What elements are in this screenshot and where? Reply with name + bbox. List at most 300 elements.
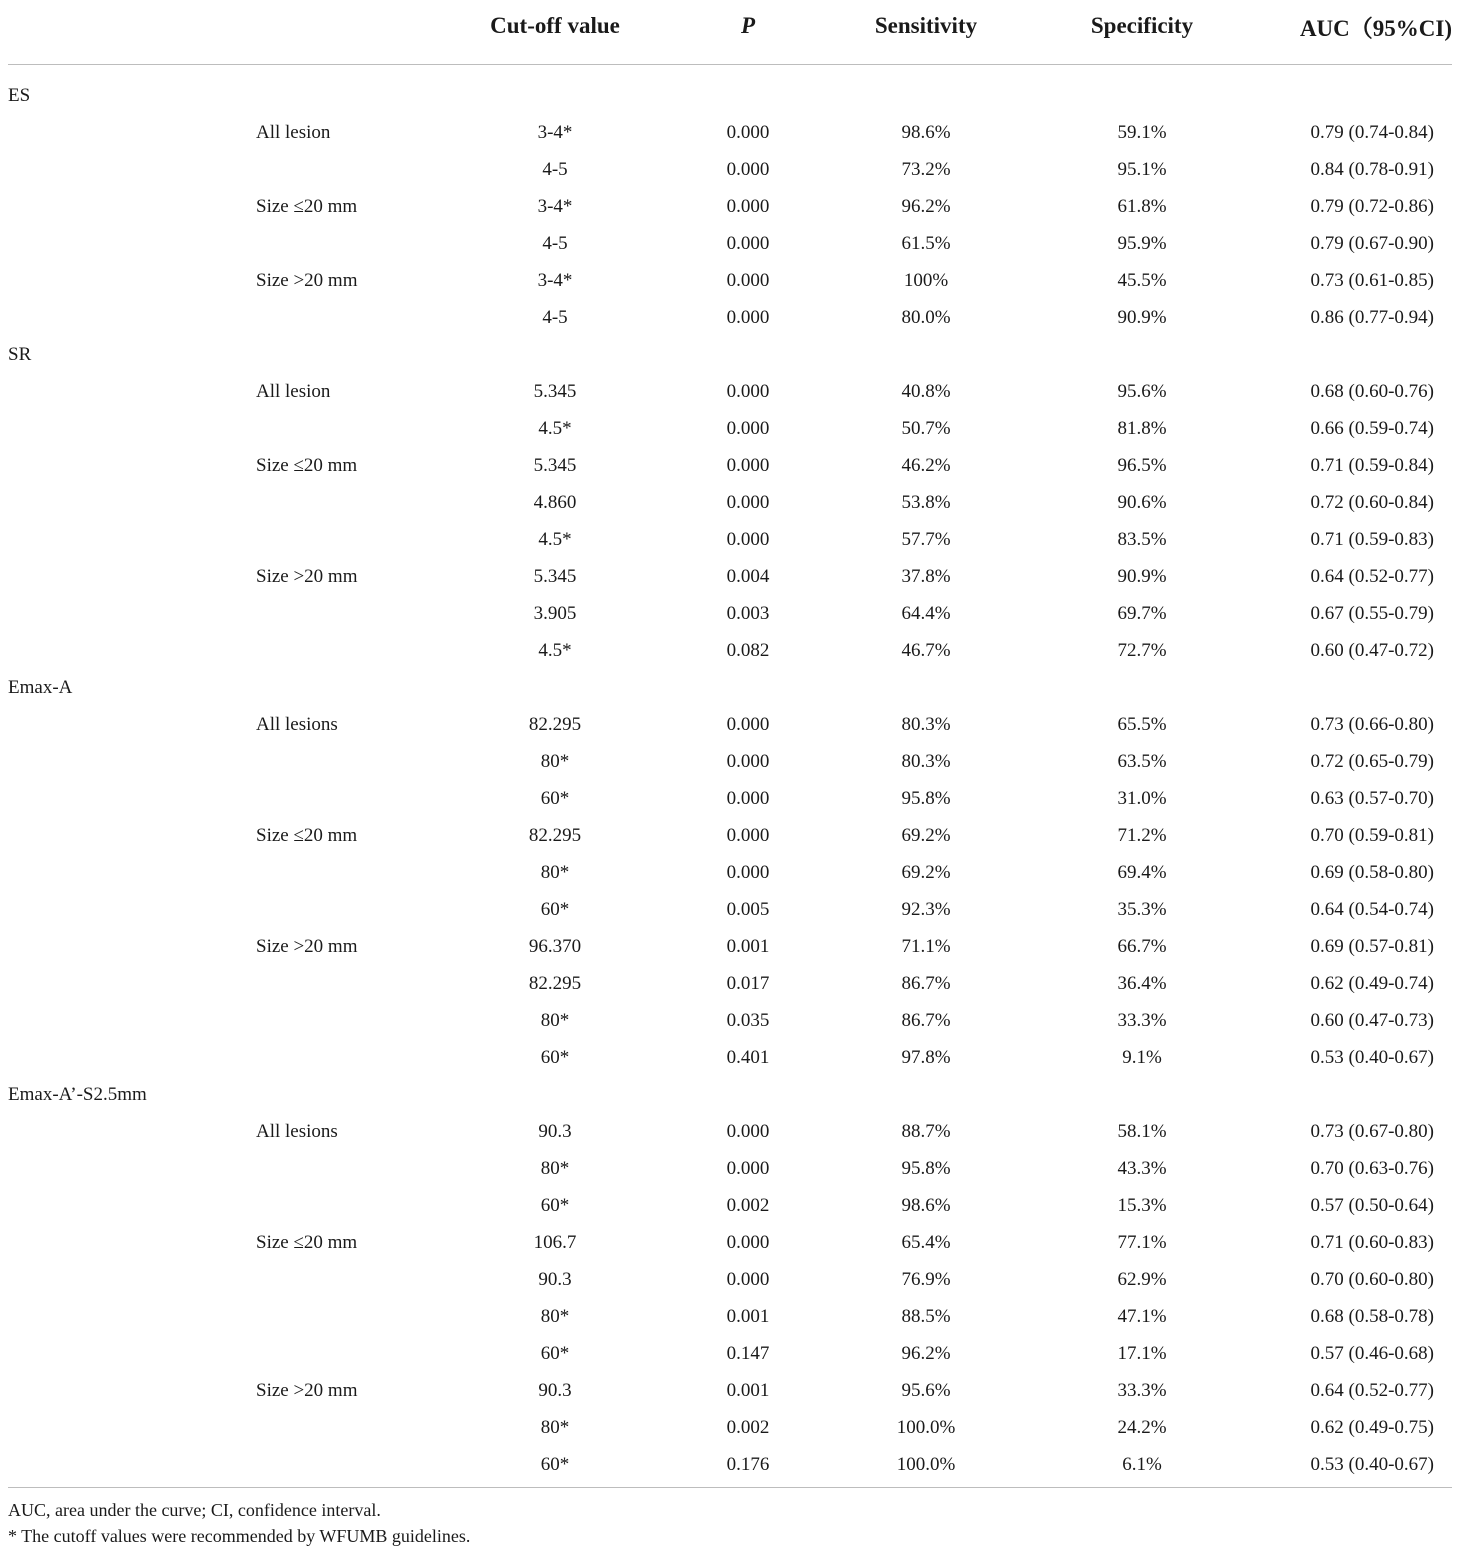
cell-subgroup (256, 78, 422, 115)
cell-sensitivity: 88.7% (901, 1121, 951, 1142)
cell-auc: 0.53 (0.40-0.67) (1310, 1454, 1434, 1475)
cell-subgroup (256, 1151, 422, 1188)
cell-p (688, 670, 808, 707)
cell-auc: 0.79 (0.67-0.90) (1310, 233, 1434, 254)
cell-auc: 0.84 (0.78-0.91) (1310, 159, 1434, 180)
cell-auc: 0.73 (0.67-0.80) (1310, 1121, 1434, 1142)
cell-cutoff: 4-5 (542, 233, 568, 254)
header-sensitivity: Sensitivity (808, 0, 1044, 65)
cell-auc: 0.79 (0.74-0.84) (1310, 122, 1434, 143)
cell-subgroup: All lesions (256, 714, 338, 735)
cell-p: 0.000 (726, 1158, 770, 1179)
cell-sensitivity: 46.2% (901, 455, 951, 476)
cell-specificity: 33.3% (1117, 1380, 1167, 1401)
cell-auc: 0.66 (0.59-0.74) (1310, 418, 1434, 439)
cell-specificity: 35.3% (1117, 899, 1167, 920)
cell-sensitivity (808, 1077, 1044, 1114)
cell-p: 0.000 (726, 455, 770, 476)
table-row (8, 152, 1452, 189)
cell-auc: 0.72 (0.65-0.79) (1310, 751, 1434, 772)
cell-p: 0.000 (726, 270, 770, 291)
cell-auc: 0.53 (0.40-0.67) (1310, 1047, 1434, 1068)
cell-indicator (8, 707, 256, 744)
cell-auc: 0.86 (0.77-0.94) (1310, 307, 1434, 328)
cell-p: 0.000 (726, 1269, 770, 1290)
cell-auc: 0.62 (0.49-0.75) (1310, 1417, 1434, 1438)
cell-sensitivity: 95.6% (901, 1380, 951, 1401)
table-row (8, 818, 1452, 855)
cell-p: 0.000 (726, 492, 770, 513)
cell-indicator (8, 1299, 256, 1336)
cell-subgroup (256, 1262, 422, 1299)
table-row (8, 374, 1452, 411)
cell-p: 0.002 (726, 1195, 770, 1216)
cell-subgroup: All lesion (256, 381, 331, 402)
cell-cutoff: 60* (540, 1343, 570, 1364)
table-row (8, 1040, 1452, 1077)
cell-cutoff: 3.905 (533, 603, 577, 624)
cell-specificity: 9.1% (1122, 1047, 1162, 1068)
table-row (8, 226, 1452, 263)
cell-indicator: SR (8, 344, 32, 365)
cell-subgroup (256, 152, 422, 189)
cell-cutoff: 3-4* (537, 122, 573, 143)
cell-auc: 0.73 (0.61-0.85) (1310, 270, 1434, 291)
cell-cutoff: 5.345 (533, 455, 577, 476)
header-auc: AUC（95%CI) (1240, 0, 1452, 65)
cell-cutoff: 4.5* (538, 418, 572, 439)
cell-p: 0.000 (726, 159, 770, 180)
table-group-row (8, 337, 1452, 374)
cell-indicator (8, 448, 256, 485)
cell-p: 0.003 (726, 603, 770, 624)
cell-cutoff: 4.860 (533, 492, 577, 513)
cell-specificity: 61.8% (1117, 196, 1167, 217)
cell-indicator (8, 855, 256, 892)
cell-p: 0.000 (726, 788, 770, 809)
cell-specificity: 33.3% (1117, 1010, 1167, 1031)
table-row (8, 1373, 1452, 1410)
header-specificity: Specificity (1044, 0, 1240, 65)
cell-auc (1240, 78, 1452, 115)
cell-auc: 0.62 (0.49-0.74) (1310, 973, 1434, 994)
cell-sensitivity (808, 78, 1044, 115)
cell-subgroup (256, 1077, 422, 1114)
cell-specificity: 45.5% (1117, 270, 1167, 291)
cell-cutoff: 82.295 (528, 973, 582, 994)
cell-cutoff: 80* (540, 1010, 570, 1031)
cell-sensitivity: 46.7% (901, 640, 951, 661)
cell-cutoff: 96.370 (528, 936, 582, 957)
cell-p: 0.000 (726, 307, 770, 328)
cell-subgroup (256, 596, 422, 633)
cell-subgroup: Size ≤20 mm (256, 825, 358, 846)
header-indicator (8, 0, 256, 65)
cell-sensitivity: 80.3% (901, 751, 951, 772)
cell-cutoff (422, 337, 688, 374)
cell-indicator (8, 1336, 256, 1373)
cell-cutoff: 82.295 (528, 714, 582, 735)
cell-indicator (8, 744, 256, 781)
cell-indicator (8, 633, 256, 670)
cell-p (688, 1077, 808, 1114)
cell-indicator: Emax-A’-S2.5mm (8, 1084, 147, 1105)
cell-specificity: 90.9% (1117, 566, 1167, 587)
cell-auc: 0.79 (0.72-0.86) (1310, 196, 1434, 217)
cell-p: 0.000 (726, 1121, 770, 1142)
cell-cutoff: 4-5 (542, 307, 568, 328)
cell-auc: 0.68 (0.58-0.78) (1310, 1306, 1434, 1327)
table-row (8, 300, 1452, 337)
table-row (8, 115, 1452, 152)
cell-auc: 0.68 (0.60-0.76) (1310, 381, 1434, 402)
cell-specificity: 95.1% (1117, 159, 1167, 180)
cell-indicator (8, 1225, 256, 1262)
cell-sensitivity: 95.8% (901, 788, 951, 809)
cell-p: 0.000 (726, 751, 770, 772)
cell-cutoff: 60* (540, 1047, 570, 1068)
cell-sensitivity: 98.6% (901, 1195, 951, 1216)
table-row (8, 1225, 1452, 1262)
cell-indicator (8, 226, 256, 263)
cell-subgroup (256, 855, 422, 892)
cell-indicator (8, 1447, 256, 1484)
cell-auc: 0.70 (0.60-0.80) (1310, 1269, 1434, 1290)
cell-subgroup (256, 781, 422, 818)
cell-indicator (8, 892, 256, 929)
cell-sensitivity: 95.8% (901, 1158, 951, 1179)
table-row (8, 189, 1452, 226)
table-row (8, 855, 1452, 892)
cell-specificity: 81.8% (1117, 418, 1167, 439)
cell-specificity: 90.9% (1117, 307, 1167, 328)
cell-sensitivity: 100.0% (896, 1417, 956, 1438)
cell-specificity: 17.1% (1117, 1343, 1167, 1364)
cell-sensitivity: 92.3% (901, 899, 951, 920)
cell-cutoff: 82.295 (528, 825, 582, 846)
table-row (8, 1114, 1452, 1151)
cell-indicator (8, 781, 256, 818)
cell-cutoff: 60* (540, 1454, 570, 1475)
table-row (8, 1299, 1452, 1336)
cell-cutoff: 60* (540, 899, 570, 920)
table-row (8, 707, 1452, 744)
cell-subgroup: Size >20 mm (256, 270, 358, 291)
cell-p: 0.017 (726, 973, 770, 994)
cell-auc: 0.57 (0.46-0.68) (1310, 1343, 1434, 1364)
cell-auc: 0.73 (0.66-0.80) (1310, 714, 1434, 735)
cell-cutoff (422, 1077, 688, 1114)
table-row (8, 1447, 1452, 1484)
cell-specificity: 66.7% (1117, 936, 1167, 957)
cell-cutoff: 90.3 (538, 1121, 572, 1142)
cell-p: 0.002 (726, 1417, 770, 1438)
cell-specificity: 47.1% (1117, 1306, 1167, 1327)
cell-specificity: 96.5% (1117, 455, 1167, 476)
cell-subgroup (256, 1188, 422, 1225)
cell-p: 0.000 (726, 714, 770, 735)
cell-subgroup (256, 226, 422, 263)
cell-auc: 0.63 (0.57-0.70) (1310, 788, 1434, 809)
cell-auc: 0.60 (0.47-0.72) (1310, 640, 1434, 661)
footnote-abbreviations: AUC, area under the curve; CI, confidence interval. (8, 1500, 381, 1520)
cell-specificity: 36.4% (1117, 973, 1167, 994)
cell-sensitivity: 73.2% (901, 159, 951, 180)
cell-p: 0.176 (726, 1454, 770, 1475)
cell-cutoff: 60* (540, 788, 570, 809)
cell-indicator (8, 1040, 256, 1077)
cell-subgroup: Size >20 mm (256, 1380, 358, 1401)
cell-cutoff: 4-5 (542, 159, 568, 180)
table-row (8, 744, 1452, 781)
table-group-row (8, 670, 1452, 707)
cell-auc (1240, 1077, 1452, 1114)
table-row (8, 966, 1452, 1003)
cell-subgroup (256, 485, 422, 522)
cell-indicator (8, 1373, 256, 1410)
cell-auc: 0.71 (0.60-0.83) (1310, 1232, 1434, 1253)
cell-p: 0.000 (726, 233, 770, 254)
table-row (8, 448, 1452, 485)
cell-p: 0.000 (726, 825, 770, 846)
cell-specificity: 15.3% (1117, 1195, 1167, 1216)
cell-auc: 0.72 (0.60-0.84) (1310, 492, 1434, 513)
cell-specificity: 71.2% (1117, 825, 1167, 846)
table-row (8, 1410, 1452, 1447)
cell-sensitivity (808, 337, 1044, 374)
table-row (8, 1262, 1452, 1299)
table-row (8, 633, 1452, 670)
cell-p: 0.000 (726, 418, 770, 439)
cell-p (688, 337, 808, 374)
cell-cutoff: 60* (540, 1195, 570, 1216)
cell-subgroup (256, 411, 422, 448)
cell-indicator (8, 485, 256, 522)
cell-sensitivity (808, 670, 1044, 707)
cell-p: 0.001 (726, 1380, 770, 1401)
cell-indicator: Emax-A (8, 677, 73, 698)
cell-sensitivity: 69.2% (901, 825, 951, 846)
cell-indicator (8, 189, 256, 226)
table-row (8, 411, 1452, 448)
cell-indicator (8, 1262, 256, 1299)
cell-indicator (8, 300, 256, 337)
cell-specificity: 62.9% (1117, 1269, 1167, 1290)
cell-subgroup (256, 1003, 422, 1040)
cell-subgroup: Size >20 mm (256, 936, 358, 957)
cell-cutoff: 4.5* (538, 640, 572, 661)
cell-subgroup: Size ≤20 mm (256, 1232, 358, 1253)
table-row (8, 892, 1452, 929)
cell-subgroup (256, 1299, 422, 1336)
cell-cutoff: 5.345 (533, 381, 577, 402)
cell-indicator (8, 374, 256, 411)
cell-p: 0.000 (726, 196, 770, 217)
table-group-row (8, 1077, 1452, 1114)
cell-indicator (8, 1003, 256, 1040)
cell-auc: 0.64 (0.52-0.77) (1310, 566, 1434, 587)
cell-subgroup (256, 966, 422, 1003)
cell-auc (1240, 670, 1452, 707)
cell-sensitivity: 96.2% (901, 1343, 951, 1364)
cell-cutoff: 90.3 (538, 1380, 572, 1401)
footer-divider (8, 1487, 1452, 1488)
cell-indicator (8, 559, 256, 596)
cell-cutoff: 5.345 (533, 566, 577, 587)
table-group-row (8, 78, 1452, 115)
cell-auc: 0.60 (0.47-0.73) (1310, 1010, 1434, 1031)
cell-sensitivity: 76.9% (901, 1269, 951, 1290)
cell-subgroup: Size ≤20 mm (256, 196, 358, 217)
cell-cutoff: 80* (540, 862, 570, 883)
cell-specificity (1044, 1077, 1240, 1114)
cell-subgroup (256, 1410, 422, 1447)
cell-indicator (8, 818, 256, 855)
table-row (8, 1003, 1452, 1040)
cell-specificity: 6.1% (1122, 1454, 1162, 1475)
cell-p: 0.082 (726, 640, 770, 661)
cell-sensitivity: 65.4% (901, 1232, 951, 1253)
cell-sensitivity: 40.8% (901, 381, 951, 402)
cell-p: 0.000 (726, 529, 770, 550)
cell-sensitivity: 50.7% (901, 418, 951, 439)
cell-cutoff: 80* (540, 1158, 570, 1179)
cell-subgroup (256, 633, 422, 670)
cell-auc: 0.71 (0.59-0.84) (1310, 455, 1434, 476)
cell-specificity: 90.6% (1117, 492, 1167, 513)
cell-indicator (8, 411, 256, 448)
cell-indicator (8, 596, 256, 633)
cell-specificity: 95.6% (1117, 381, 1167, 402)
table-row (8, 263, 1452, 300)
cell-p: 0.004 (726, 566, 770, 587)
cell-sensitivity: 97.8% (901, 1047, 951, 1068)
cell-indicator (8, 1114, 256, 1151)
cell-p: 0.147 (726, 1343, 770, 1364)
cell-specificity: 24.2% (1117, 1417, 1167, 1438)
cell-sensitivity: 98.6% (901, 122, 951, 143)
cell-sensitivity: 86.7% (901, 1010, 951, 1031)
cell-auc: 0.64 (0.54-0.74) (1310, 899, 1434, 920)
cell-specificity: 59.1% (1117, 122, 1167, 143)
table-row (8, 781, 1452, 818)
cell-specificity: 63.5% (1117, 751, 1167, 772)
cell-indicator (8, 263, 256, 300)
cell-specificity: 83.5% (1117, 529, 1167, 550)
cell-subgroup (256, 300, 422, 337)
table-footnotes (8, 1497, 1452, 1549)
table-row (8, 1151, 1452, 1188)
cell-indicator (8, 115, 256, 152)
cell-sensitivity: 64.4% (901, 603, 951, 624)
cell-p: 0.000 (726, 122, 770, 143)
cell-p: 0.000 (726, 1232, 770, 1253)
cell-cutoff (422, 78, 688, 115)
cell-auc: 0.64 (0.52-0.77) (1310, 1380, 1434, 1401)
cell-specificity (1044, 78, 1240, 115)
cell-indicator (8, 966, 256, 1003)
cell-specificity: 95.9% (1117, 233, 1167, 254)
cell-p: 0.001 (726, 1306, 770, 1327)
header-cutoff: Cut-off value (422, 0, 688, 65)
cell-sensitivity: 71.1% (901, 936, 951, 957)
cell-auc: 0.71 (0.59-0.83) (1310, 529, 1434, 550)
table-row (8, 559, 1452, 596)
cell-indicator (8, 152, 256, 189)
cell-subgroup (256, 1336, 422, 1373)
table-row (8, 485, 1452, 522)
header-p: P (688, 0, 808, 65)
cell-auc: 0.67 (0.55-0.79) (1310, 603, 1434, 624)
cell-subgroup (256, 670, 422, 707)
cell-indicator (8, 929, 256, 966)
table-row (8, 929, 1452, 966)
cell-specificity (1044, 670, 1240, 707)
cell-specificity: 65.5% (1117, 714, 1167, 735)
cell-indicator (8, 1410, 256, 1447)
cell-cutoff: 4.5* (538, 529, 572, 550)
cell-specificity: 43.3% (1117, 1158, 1167, 1179)
cell-sensitivity: 57.7% (901, 529, 951, 550)
table-body (8, 65, 1452, 1484)
cell-p: 0.000 (726, 381, 770, 402)
cell-sensitivity: 69.2% (901, 862, 951, 883)
cell-sensitivity: 86.7% (901, 973, 951, 994)
cell-subgroup: Size >20 mm (256, 566, 358, 587)
cell-specificity: 77.1% (1117, 1232, 1167, 1253)
cell-indicator (8, 1151, 256, 1188)
cell-indicator (8, 1188, 256, 1225)
cell-sensitivity: 80.0% (901, 307, 951, 328)
cell-cutoff: 106.7 (533, 1232, 577, 1253)
table-row (8, 1188, 1452, 1225)
cell-sensitivity: 88.5% (901, 1306, 951, 1327)
cell-auc (1240, 337, 1452, 374)
cell-cutoff: 80* (540, 1417, 570, 1438)
cell-specificity: 69.7% (1117, 603, 1167, 624)
cell-subgroup (256, 1447, 422, 1484)
diagnostic-performance-table (8, 0, 1452, 1484)
cell-sensitivity: 61.5% (901, 233, 951, 254)
cell-subgroup: All lesions (256, 1121, 338, 1142)
cell-sensitivity: 53.8% (901, 492, 951, 513)
cell-specificity (1044, 337, 1240, 374)
cell-sensitivity: 100% (903, 270, 949, 291)
cell-sensitivity: 80.3% (901, 714, 951, 735)
cell-auc: 0.69 (0.58-0.80) (1310, 862, 1434, 883)
cell-auc: 0.70 (0.63-0.76) (1310, 1158, 1434, 1179)
cell-specificity: 69.4% (1117, 862, 1167, 883)
cell-subgroup (256, 744, 422, 781)
cell-subgroup: All lesion (256, 122, 331, 143)
cell-cutoff: 3-4* (537, 270, 573, 291)
cell-p: 0.401 (726, 1047, 770, 1068)
cell-subgroup (256, 1040, 422, 1077)
table-row (8, 596, 1452, 633)
cell-subgroup (256, 522, 422, 559)
cell-cutoff (422, 670, 688, 707)
cell-sensitivity: 37.8% (901, 566, 951, 587)
cell-p: 0.005 (726, 899, 770, 920)
cell-subgroup (256, 892, 422, 929)
cell-specificity: 72.7% (1117, 640, 1167, 661)
footnote-wfumb: * The cutoff values were recommended by WFUMB guidelines. (8, 1526, 471, 1546)
cell-p (688, 78, 808, 115)
cell-specificity: 58.1% (1117, 1121, 1167, 1142)
cell-indicator (8, 522, 256, 559)
cell-subgroup (256, 337, 422, 374)
header-spacer (8, 65, 1452, 78)
